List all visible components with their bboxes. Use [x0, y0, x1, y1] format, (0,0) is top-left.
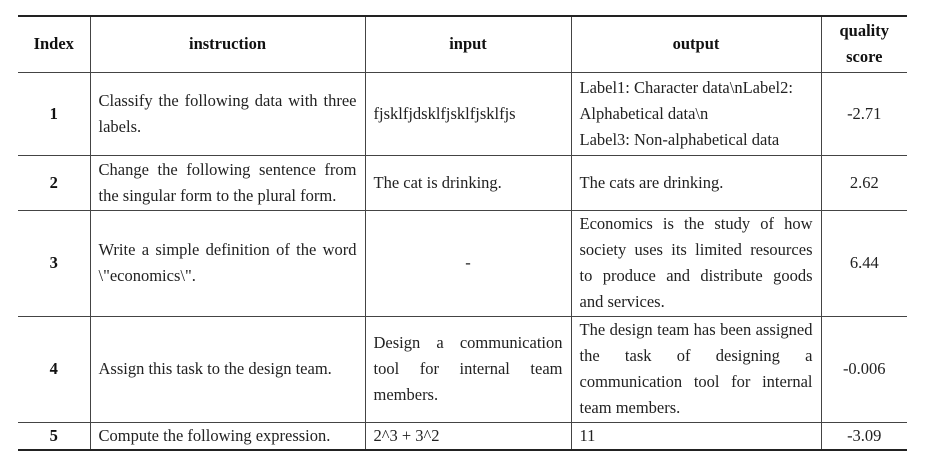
header-input: input	[365, 16, 571, 72]
header-output: output	[571, 16, 821, 72]
header-row	[18, 16, 907, 72]
row-input: The cat is drinking.	[365, 155, 571, 210]
header-instruction: instruction	[90, 16, 365, 72]
row-index: 4	[18, 316, 90, 422]
row-input: 2^3 + 3^2	[365, 422, 571, 450]
table-row	[18, 316, 907, 422]
row-quality-score: -3.09	[821, 422, 907, 450]
row-index: 5	[18, 422, 90, 450]
row-output: Label1: Character data\nLabel2: Alphabetical data\n Label3: Non-alphabetical data	[571, 72, 821, 155]
row-index: 3	[18, 210, 90, 316]
table-row	[18, 210, 907, 316]
data-table	[18, 15, 907, 451]
row-input: Design a communication tool for internal team members.	[365, 316, 571, 422]
row-output: The design team has been assigned the task of designing a communication tool for internal team members.	[571, 316, 821, 422]
row-instruction: Change the following sentence from the singular form to the plural form.	[90, 155, 365, 210]
row-output: Economics is the study of how society uses its limited resources to produce and distribute goods and services.	[571, 210, 821, 316]
row-index: 1	[18, 72, 90, 155]
row-instruction: Classify the following data with three labels.	[90, 72, 365, 155]
row-input: -	[365, 210, 571, 316]
row-output: 11	[571, 422, 821, 450]
row-quality-score: 2.62	[821, 155, 907, 210]
table-row	[18, 422, 907, 450]
row-instruction: Assign this task to the design team.	[90, 316, 365, 422]
row-quality-score: -2.71	[821, 72, 907, 155]
table-row	[18, 72, 907, 155]
row-quality-score: 6.44	[821, 210, 907, 316]
row-instruction: Write a simple definition of the word \"economics\".	[90, 210, 365, 316]
row-index: 2	[18, 155, 90, 210]
table-row	[18, 155, 907, 210]
row-quality-score: -0.006	[821, 316, 907, 422]
header-quality-score: quality score	[821, 16, 907, 72]
row-output: The cats are drinking.	[571, 155, 821, 210]
row-instruction: Compute the following expression.	[90, 422, 365, 450]
header-index: Index	[18, 16, 90, 72]
row-input: fjsklfjdsklfjsklfjsklfjs	[365, 72, 571, 155]
